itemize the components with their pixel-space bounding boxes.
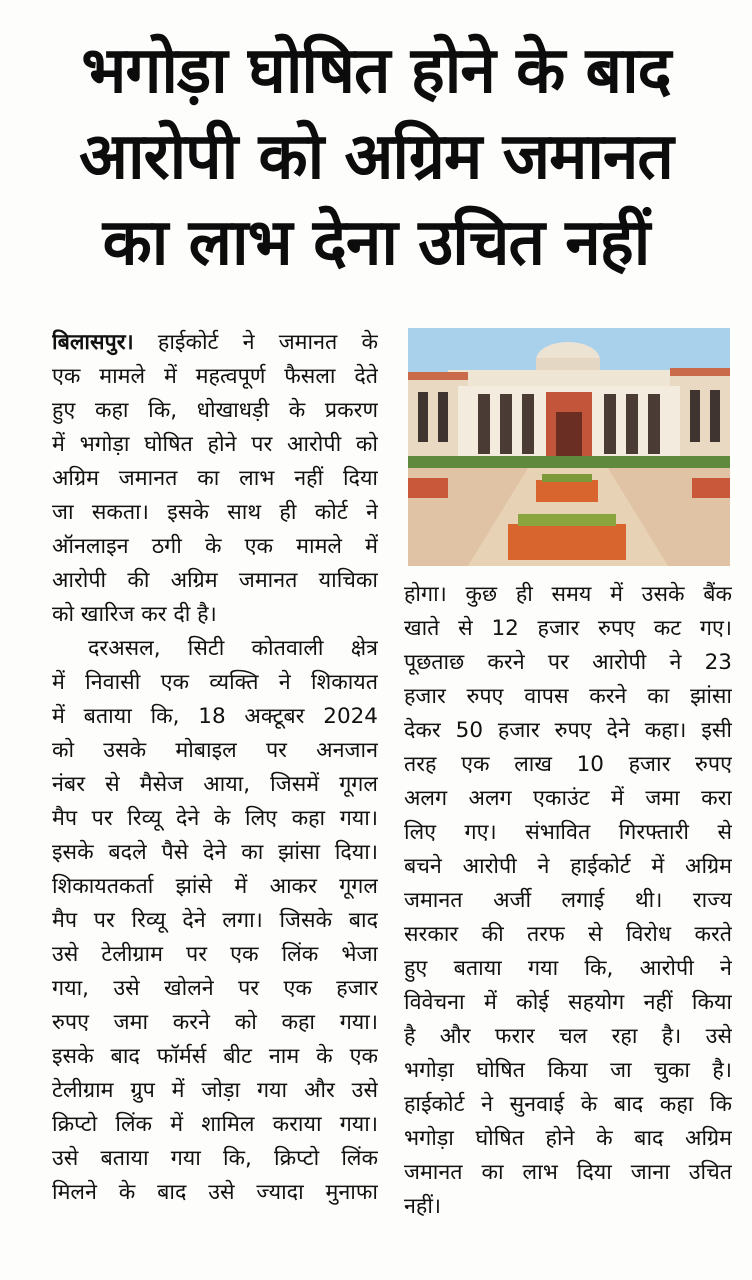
article-line: क्रिप्टो लिंक में शामिल कराया गया। <box>52 1112 378 1137</box>
article-line: मिलने के बाद उसे ज्यादा मुनाफा <box>52 1180 378 1205</box>
article-line: में निवासी एक व्यक्ति ने शिकायत <box>52 670 378 695</box>
article-line: है और फरार चल रहा है। उसे <box>404 1024 732 1049</box>
high-court-building-illustration <box>408 328 730 566</box>
article-line: नहीं। <box>404 1194 442 1219</box>
article-line: तरह एक लाख 10 हजार रुपए <box>404 752 732 777</box>
article-line: नंबर से मैसेज आया, जिसमें गूगल <box>52 772 378 797</box>
article-left-column <box>52 326 378 1210</box>
article-line: जा सकता। इसके साथ ही कोर्ट ने <box>52 500 378 525</box>
article-line: उसे टेलीग्राम पर एक लिंक भेजा <box>52 942 378 967</box>
article-line: टेलीग्राम ग्रुप में जोड़ा गया और उसे <box>52 1078 378 1103</box>
article-line: खाते से 12 हजार रुपए कट गए। <box>404 616 732 641</box>
article-line: पूछताछ करने पर आरोपी ने 23 <box>404 650 732 675</box>
article-line: जमानत अर्जी लगाई थी। राज्य <box>404 888 732 913</box>
article-line: देकर 50 हजार रुपए देने कहा। इसी <box>404 718 732 743</box>
article-line-text: हाईकोर्ट ने जमानत के <box>157 330 378 355</box>
article-line: हुए कहा कि, धोखाधड़ी के प्रकरण <box>52 398 378 423</box>
article-line: मैप पर रिव्यू देने के लिए कहा गया। <box>52 806 378 831</box>
article-line: मैप पर रिव्यू देने लगा। जिसके बाद <box>52 908 378 933</box>
article-line: जमानत का लाभ दिया जाना उचित <box>404 1160 732 1185</box>
article-line: अग्रिम जमानत का लाभ नहीं दिया <box>52 466 378 491</box>
headline-line-3: का लाभ देना उचित नहीं <box>102 206 650 280</box>
article-line: एक मामले में महत्वपूर्ण फैसला देते <box>52 364 378 389</box>
article-line: सरकार की तरफ से विरोध करते <box>404 922 732 947</box>
article-line: होगा। कुछ ही समय में उसके बैंक <box>404 582 732 607</box>
high-court-photo <box>408 328 730 566</box>
article-line: हजार रुपए वापस करने का झांसा <box>404 684 732 709</box>
article-line: उसे बताया गया कि, क्रिप्टो लिंक <box>52 1146 378 1171</box>
article-line: हुए बताया गया कि, आरोपी ने <box>404 956 732 981</box>
article-line: आरोपी की अग्रिम जमानत याचिका <box>52 568 378 593</box>
article-line: भगोड़ा घोषित होने के बाद अग्रिम <box>404 1126 732 1151</box>
article-line: लिए गए। संभावित गिरफ्तारी से <box>404 820 732 845</box>
article-right-column <box>404 578 732 1224</box>
article-line: बचने आरोपी ने हाईकोर्ट में अग्रिम <box>404 854 732 879</box>
article-line: में भगोड़ा घोषित होने पर आरोपी को <box>52 432 378 457</box>
headline-line-2: आरोपी को अग्रिम जमानत <box>79 120 673 194</box>
article-line: इसके बदले पैसे देने का झांसा दिया। <box>52 840 378 865</box>
article-line: ऑनलाइन ठगी के एक मामले में <box>52 534 378 559</box>
article-line: अलग अलग एकाउंट में जमा करा <box>404 786 732 811</box>
headline <box>0 28 752 286</box>
article-line: रुपए जमा करने को कहा गया। <box>52 1010 378 1035</box>
article-line: गया, उसे खोलने पर एक हजार <box>52 976 378 1001</box>
article-line: इसके बाद फॉर्मर्स बीट नाम के एक <box>52 1044 378 1069</box>
article-line: को उसके मोबाइल पर अनजान <box>52 738 378 763</box>
article-line: में बताया कि, 18 अक्टूबर 2024 <box>52 704 378 729</box>
article-line: को खारिज कर दी है। <box>52 602 217 627</box>
headline-line-1: भगोड़ा घोषित होने के बाद <box>81 34 671 108</box>
article-line <box>52 326 378 360</box>
article-line: दरअसल, सिटी कोतवाली क्षेत्र <box>88 636 378 661</box>
article-line: शिकायतकर्ता झांसे में आकर गूगल <box>52 874 378 899</box>
article-dateline: बिलासपुर। <box>52 330 134 355</box>
article-line: हाईकोर्ट ने सुनवाई के बाद कहा कि <box>404 1092 732 1117</box>
article-line: विवेचना में कोई सहयोग नहीं किया <box>404 990 732 1015</box>
article-line: भगोड़ा घोषित किया जा चुका है। <box>404 1058 732 1083</box>
